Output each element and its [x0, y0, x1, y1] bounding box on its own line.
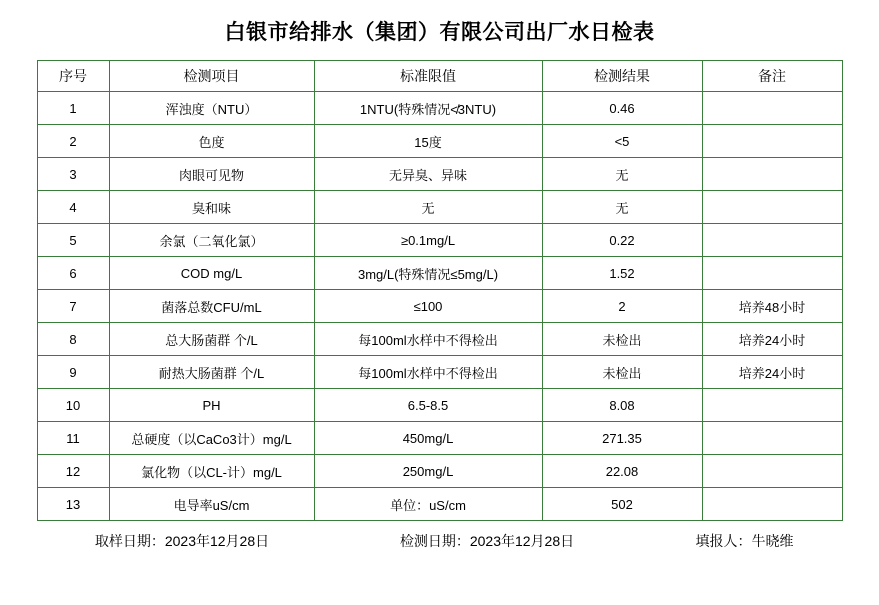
water-quality-table [37, 60, 843, 521]
cell-no: 4 [37, 191, 109, 224]
cell-no: 2 [37, 125, 109, 158]
cell-no: 9 [37, 356, 109, 389]
cell-remark [702, 224, 842, 257]
table-row [37, 158, 842, 191]
page-title: 白银市给排水（集团）有限公司出厂水日检表 [224, 21, 655, 44]
table-row [37, 455, 842, 488]
cell-item: 肉眼可见物 [109, 158, 314, 191]
column-header-remark: 备注 [702, 61, 842, 92]
cell-item: 臭和味 [109, 191, 314, 224]
cell-limit: ≥0.1mg/L [314, 224, 542, 257]
table-row [37, 488, 842, 521]
cell-no: 5 [37, 224, 109, 257]
cell-item: 耐热大肠菌群 个/L [109, 356, 314, 389]
cell-no: 10 [37, 389, 109, 422]
cell-limit: 6.5-8.5 [314, 389, 542, 422]
cell-limit: ≤100 [314, 290, 542, 323]
cell-remark: 培养24小时 [702, 356, 842, 389]
cell-result: 2 [542, 290, 702, 323]
cell-limit: 无异臭、异味 [314, 158, 542, 191]
cell-item: 色度 [109, 125, 314, 158]
cell-limit: 250mg/L [314, 455, 542, 488]
cell-item: COD mg/L [109, 257, 314, 290]
column-header-item: 检测项目 [109, 61, 314, 92]
cell-item: 总硬度（以CaCo3计）mg/L [109, 422, 314, 455]
cell-no: 13 [37, 488, 109, 521]
table-row [37, 356, 842, 389]
cell-no: 8 [37, 323, 109, 356]
cell-remark [702, 257, 842, 290]
table-row [37, 422, 842, 455]
table-row [37, 290, 842, 323]
table-row [37, 323, 842, 356]
cell-result: 8.08 [542, 389, 702, 422]
table-row [37, 224, 842, 257]
report-page [0, 16, 879, 605]
cell-remark [702, 488, 842, 521]
cell-remark [702, 92, 842, 125]
cell-limit: 15度 [314, 125, 542, 158]
cell-remark [702, 455, 842, 488]
cell-item: 余氯（二氧化氯） [109, 224, 314, 257]
cell-result: 1.52 [542, 257, 702, 290]
cell-remark [702, 125, 842, 158]
test-date: 检测日期：2023年12月28日 [399, 533, 575, 549]
cell-remark [702, 191, 842, 224]
cell-no: 11 [37, 422, 109, 455]
cell-no: 1 [37, 92, 109, 125]
column-header-no: 序号 [37, 61, 109, 92]
cell-no: 6 [37, 257, 109, 290]
sampling-date: 取样日期：2023年12月28日 [94, 533, 270, 549]
cell-remark [702, 422, 842, 455]
cell-result: <5 [542, 125, 702, 158]
cell-limit: 450mg/L [314, 422, 542, 455]
cell-result: 未检出 [542, 323, 702, 356]
cell-result: 未检出 [542, 356, 702, 389]
cell-result: 502 [542, 488, 702, 521]
cell-remark: 培养24小时 [702, 323, 842, 356]
cell-limit: 无 [314, 191, 542, 224]
cell-remark [702, 158, 842, 191]
cell-limit: 每100ml水样中不得检出 [314, 356, 542, 389]
cell-item: 电导率uS/cm [109, 488, 314, 521]
cell-item: 浑浊度（NTU） [109, 92, 314, 125]
cell-limit: 3mg/L(特殊情况≤5mg/L) [314, 257, 542, 290]
cell-item: 总大肠菌群 个/L [109, 323, 314, 356]
cell-result: 271.35 [542, 422, 702, 455]
cell-no: 7 [37, 290, 109, 323]
cell-limit: 1NTU(特殊情况≮3NTU) [314, 92, 542, 125]
cell-result: 无 [542, 158, 702, 191]
table-row [37, 389, 842, 422]
cell-item: PH [109, 389, 314, 422]
column-header-result: 检测结果 [542, 61, 702, 92]
filler-name: 填报人：牛晓维 [695, 533, 794, 549]
cell-result: 22.08 [542, 455, 702, 488]
table-row [37, 191, 842, 224]
column-header-limit: 标准限值 [314, 61, 542, 92]
cell-no: 12 [37, 455, 109, 488]
cell-item: 氯化物（以CL-计）mg/L [109, 455, 314, 488]
cell-result: 0.22 [542, 224, 702, 257]
table-header-row [37, 61, 842, 92]
cell-limit: 每100ml水样中不得检出 [314, 323, 542, 356]
cell-remark: 培养48小时 [702, 290, 842, 323]
cell-limit: 单位：uS/cm [314, 488, 542, 521]
table-row [37, 125, 842, 158]
table-row [37, 257, 842, 290]
cell-result: 0.46 [542, 92, 702, 125]
cell-no: 3 [37, 158, 109, 191]
cell-item: 菌落总数CFU/mL [109, 290, 314, 323]
cell-remark [702, 389, 842, 422]
cell-result: 无 [542, 191, 702, 224]
table-row [37, 92, 842, 125]
footer-row [37, 531, 842, 551]
